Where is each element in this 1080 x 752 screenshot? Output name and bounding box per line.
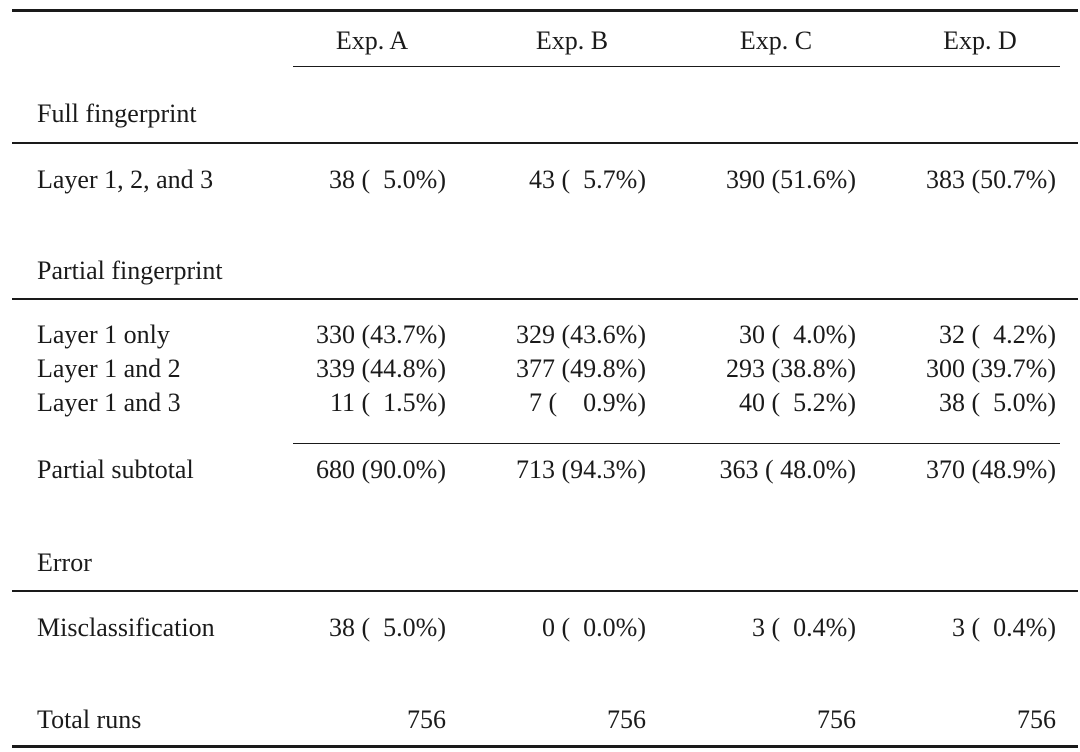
cell-exp-d: 38 ( 5.0%) [939, 388, 1056, 417]
cell-exp-c: 363 ( 48.0%) [719, 455, 856, 484]
header-underline [293, 66, 1060, 67]
cell-exp-c: 293 (38.8%) [726, 354, 856, 383]
section-title-full: Full fingerprint [37, 99, 197, 128]
cell-exp-d: 370 (48.9%) [926, 455, 1056, 484]
cell-exp-d: 32 ( 4.2%) [939, 320, 1056, 349]
row-label: Layer 1 and 2 [37, 354, 181, 383]
cell-exp-a: 330 (43.7%) [316, 320, 446, 349]
section-rule-full [12, 142, 1078, 144]
cell-exp-b: 7 ( 0.9%) [529, 388, 646, 417]
cell-exp-d: 3 ( 0.4%) [952, 613, 1056, 642]
cell-exp-d: 383 (50.7%) [926, 165, 1056, 194]
cell-exp-a: 11 ( 1.5%) [329, 388, 446, 417]
cell-exp-d: 756 [1017, 705, 1056, 734]
cell-exp-a: 756 [407, 705, 446, 734]
section-title-error: Error [37, 548, 92, 577]
cell-exp-b: 43 ( 5.7%) [529, 165, 646, 194]
top-rule [12, 9, 1078, 12]
cell-exp-c: 30 ( 4.0%) [739, 320, 856, 349]
cell-exp-b: 0 ( 0.0%) [542, 613, 646, 642]
cell-exp-c: 3 ( 0.4%) [752, 613, 856, 642]
row-label: Layer 1 only [37, 320, 170, 349]
cell-exp-c: 390 (51.6%) [726, 165, 856, 194]
cell-exp-a: 38 ( 5.0%) [329, 613, 446, 642]
bottom-rule [12, 745, 1078, 748]
cell-exp-b: 713 (94.3%) [516, 455, 646, 484]
cell-exp-b: 377 (49.8%) [516, 354, 646, 383]
section-title-partial: Partial fingerprint [37, 256, 223, 285]
cell-exp-d: 300 (39.7%) [926, 354, 1056, 383]
row-label: Partial subtotal [37, 455, 194, 484]
cell-exp-a: 38 ( 5.0%) [329, 165, 446, 194]
subtotal-rule [293, 443, 1060, 444]
row-label: Layer 1, 2, and 3 [37, 165, 214, 194]
column-header-exp-a: Exp. A [335, 26, 409, 55]
section-rule-error [12, 590, 1078, 592]
cell-exp-a: 339 (44.8%) [316, 354, 446, 383]
row-label: Misclassification [37, 613, 215, 642]
cell-exp-b: 756 [607, 705, 646, 734]
column-header-exp-c: Exp. C [739, 26, 813, 55]
cell-exp-c: 756 [817, 705, 856, 734]
section-rule-partial [12, 298, 1078, 300]
cell-exp-b: 329 (43.6%) [516, 320, 646, 349]
column-header-exp-b: Exp. B [535, 26, 609, 55]
row-label: Total runs [37, 705, 142, 734]
cell-exp-c: 40 ( 5.2%) [739, 388, 856, 417]
cell-exp-a: 680 (90.0%) [316, 455, 446, 484]
row-label: Layer 1 and 3 [37, 388, 181, 417]
column-header-exp-d: Exp. D [943, 26, 1017, 55]
